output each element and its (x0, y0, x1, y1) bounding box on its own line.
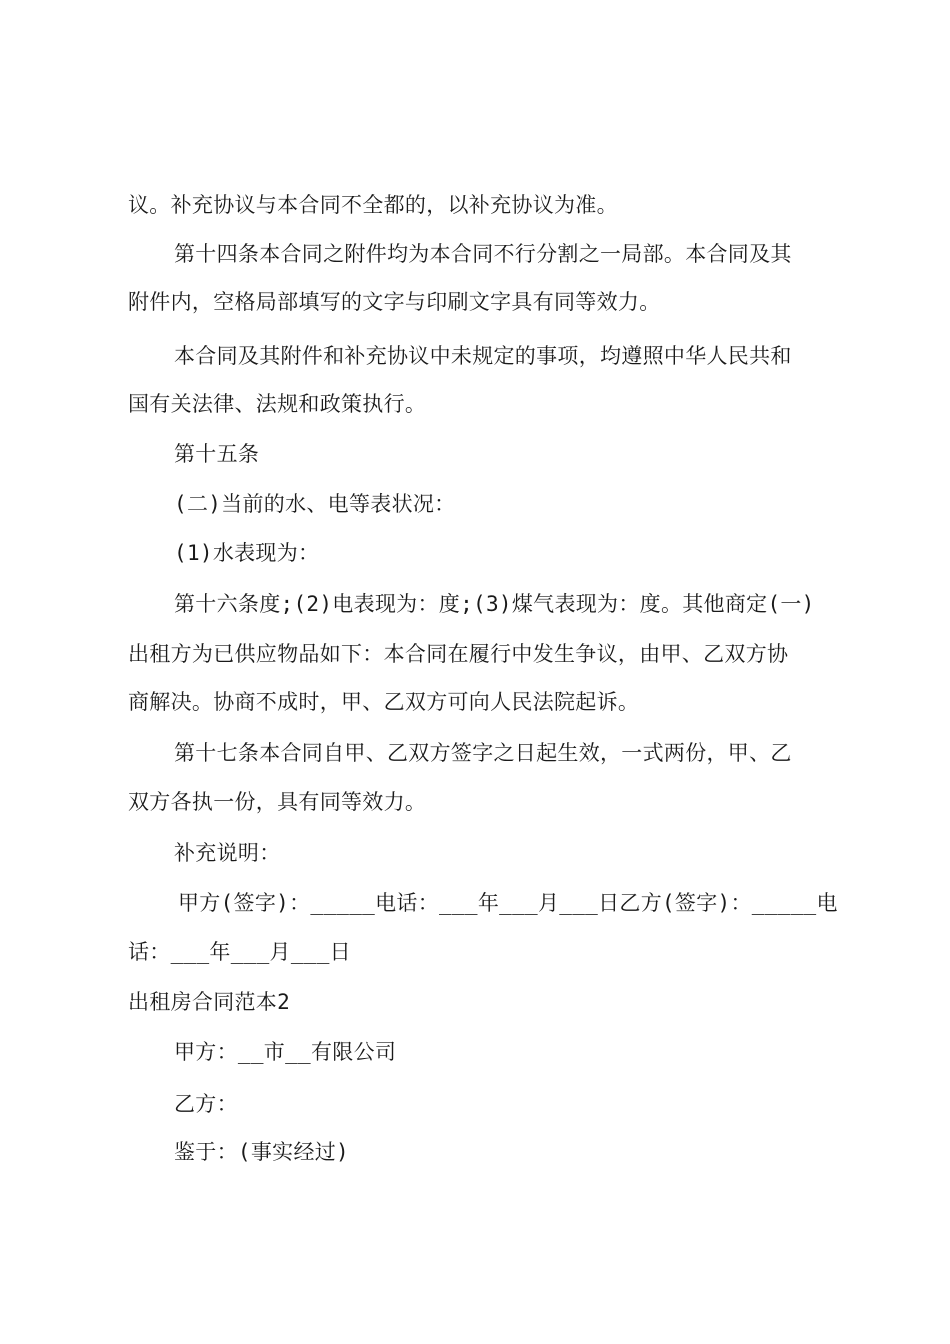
party-b-line: 乙方： (174, 1092, 238, 1116)
article-14-line: 第十四条本合同之附件均为本合同不行分割之一局部。本合同及其 (174, 242, 792, 266)
party-a-line: 甲方：__市__有限公司 (174, 1040, 397, 1064)
article-15-heading: 第十五条 (174, 442, 260, 466)
whereas-line: 鉴于：(事实经过) (174, 1140, 349, 1164)
signature-line: 话：___年___月___日 (128, 940, 351, 964)
paragraph-line: 双方各执一份，具有同等效力。 (128, 790, 427, 814)
paragraph-line: 议。补充协议与本合同不全都的，以补充协议为准。 (128, 193, 618, 217)
paragraph-line: 附件内，空格局部填写的文字与印刷文字具有同等效力。 (128, 290, 661, 314)
paragraph-line: (1)水表现为： (174, 541, 320, 565)
signature-line: 甲方(签字)：_____电话：___年___月___日乙方(签字)：_____电 (178, 891, 838, 915)
article-17-line: 第十七条本合同自甲、乙双方签字之日起生效，一式两份，甲、乙 (174, 741, 792, 765)
section-title: 出租房合同范本2 (128, 990, 291, 1014)
supplement-label: 补充说明： (174, 841, 281, 865)
paragraph-line: 商解决。协商不成时，甲、乙双方可向人民法院起诉。 (128, 690, 640, 714)
paragraph-line: 本合同及其附件和补充协议中未规定的事项，均遵照中华人民共和 (174, 344, 792, 368)
paragraph-line: (二)当前的水、电等表状况： (174, 492, 456, 516)
paragraph-line: 出租方为已供应物品如下：本合同在履行中发生争议，由甲、乙双方协 (128, 642, 789, 666)
article-16-line: 第十六条度;(2)电表现为：度;(3)煤气表现为：度。其他商定(一) (174, 592, 815, 616)
paragraph-line: 国有关法律、法规和政策执行。 (128, 392, 427, 416)
